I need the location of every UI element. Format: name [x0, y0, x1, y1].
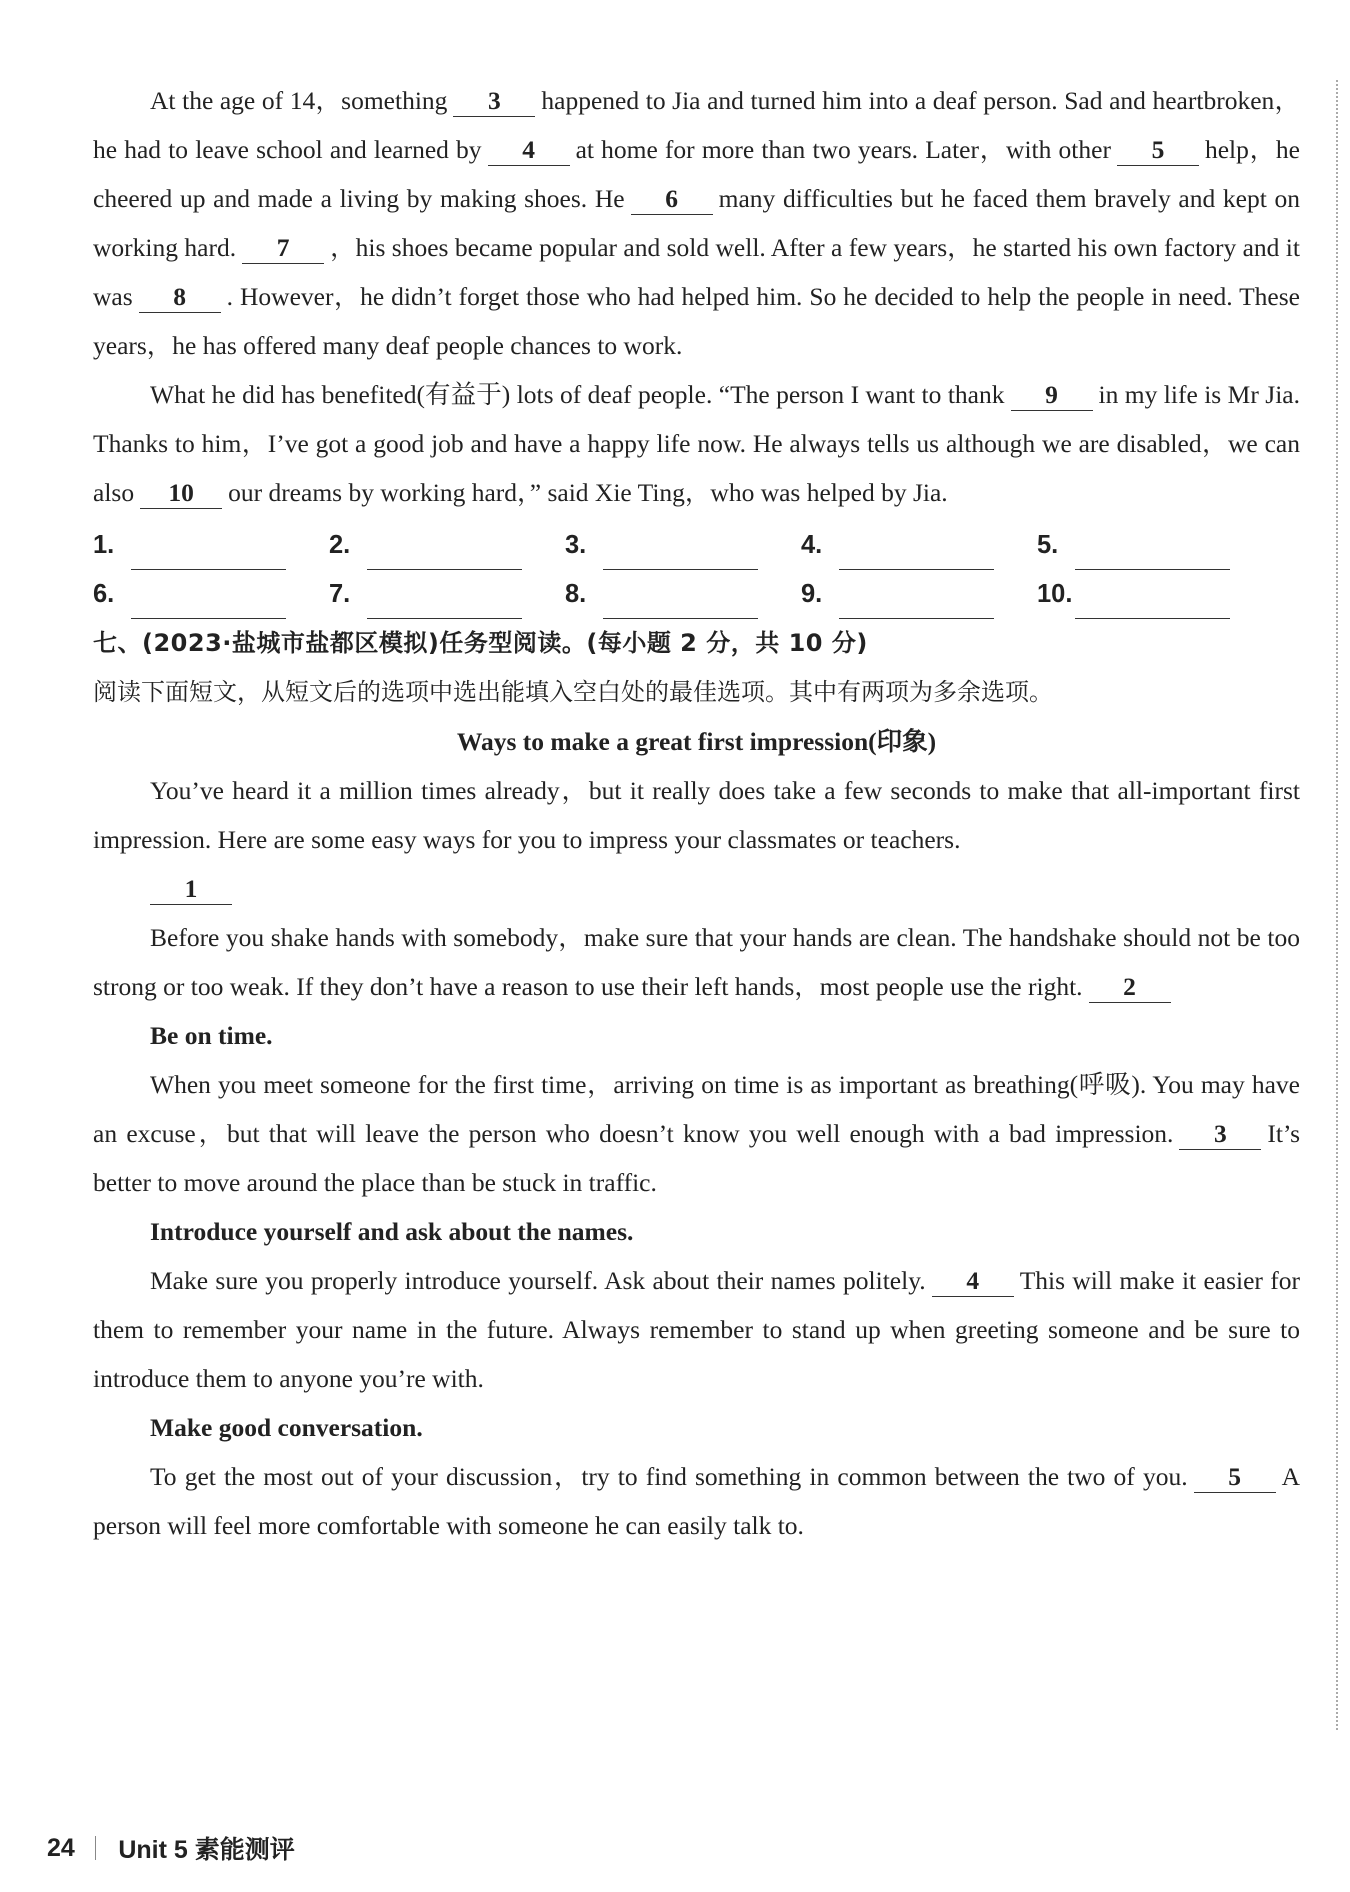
answer-label: 2. — [329, 531, 351, 559]
text-span: . However，he didn’t forget those who had helped him. So he decided to help the people in need. These years，he has offered many deaf people chances to work. — [93, 282, 1300, 360]
answer-line[interactable] — [367, 541, 522, 570]
handshake-paragraph — [93, 913, 1300, 1011]
subheading-conversation: Make good conversation. — [150, 1413, 423, 1442]
page-footer — [47, 1830, 295, 1866]
answer-label: 10. — [1037, 580, 1073, 608]
blank-9: 9 — [1011, 380, 1093, 411]
passage-paragraph-1 — [93, 76, 1300, 370]
blank-3b: 3 — [1179, 1119, 1261, 1150]
content — [93, 76, 1300, 1550]
blank-5b: 5 — [1194, 1462, 1276, 1493]
answer-line[interactable] — [839, 590, 994, 619]
blank-5: 5 — [1117, 135, 1199, 166]
answer-cell — [329, 521, 565, 570]
answer-line[interactable] — [131, 541, 286, 570]
blank-4: 4 — [488, 135, 570, 166]
text-span: in my life is Mr Jia. Thanks to him，I’ve got a good job and have a happy life now. He always tells us although we are disabled，we can also — [93, 380, 1300, 507]
answer-label: 8. — [565, 580, 587, 608]
text-span: To get the most out of your discussion，try to find something in common between the two of you. — [150, 1462, 1188, 1491]
answer-line[interactable] — [603, 541, 758, 570]
answer-line[interactable] — [1075, 541, 1230, 570]
text-span: at home for more than two years. Later，with other — [575, 135, 1111, 164]
text-span: What he did has benefited(有益于) lots of deaf people. “The person I want to thank — [150, 380, 1005, 409]
answer-line[interactable] — [603, 590, 758, 619]
text-span: our dreams by working hard，” said Xie Ting，who was helped by Jia. — [228, 478, 948, 507]
subheading-introduce: Introduce yourself and ask about the names. — [150, 1217, 634, 1246]
answer-line[interactable] — [367, 590, 522, 619]
intro-paragraph: You’ve heard it a million times already，but it really does take a few seconds to make that all-important first impression. Here are some easy ways for you to impress your classmates or teachers. — [93, 776, 1300, 854]
answer-label: 1. — [93, 531, 115, 559]
text-span: help，he cheered up and made a living by making shoes. He — [93, 135, 1300, 213]
text-span: Before you shake hands with somebody，make sure that your hands are clean. The handshake should not be too strong or too weak. If they don’t have a reason to use their left hands，most people use the right. — [93, 923, 1300, 1001]
answer-cell — [565, 570, 801, 619]
text-span: When you meet someone for the first time，arriving on time is as important as breathing(呼吸). You may have an excuse，but that will leave the person who doesn’t know you well enough with a bad impression. — [93, 1070, 1300, 1148]
answer-line[interactable] — [1075, 590, 1230, 619]
blank-10: 10 — [140, 478, 222, 509]
answer-label: 7. — [329, 580, 351, 608]
answer-row-1 — [93, 521, 1300, 570]
text-span: many difficulties but he faced them bravely and kept on working hard. — [93, 184, 1300, 262]
text-span: ，his shoes became popular and sold well. After a few years，he started his own factory and it was — [93, 233, 1300, 311]
section-instruction: 阅读下面短文，从短文后的选项中选出能填入空白处的最佳选项。其中有两项为多余选项。 — [93, 678, 1053, 706]
margin-dotted-line — [1336, 80, 1338, 1730]
page-number: 24 — [47, 1833, 75, 1862]
introduce-paragraph — [93, 1256, 1300, 1403]
answer-cell — [1037, 521, 1273, 570]
answer-cell — [1037, 570, 1273, 619]
section-heading: 七、(2023·盐城市盐都区模拟)任务型阅读。(每小题 2 分，共 10 分) — [93, 629, 868, 657]
blank-6: 6 — [631, 184, 713, 215]
text-span: happened to Jia and turned him into a deaf person. Sad and heartbroken，he had to leave school and learned by — [93, 86, 1300, 164]
answer-cell — [565, 521, 801, 570]
answer-line[interactable] — [131, 590, 286, 619]
unit-label: Unit 5 素能测评 — [118, 1836, 295, 1864]
answer-cell — [801, 521, 1037, 570]
answer-sheet — [93, 521, 1300, 619]
on-time-paragraph — [93, 1060, 1300, 1207]
passage-paragraph-2 — [93, 370, 1300, 517]
answer-line[interactable] — [839, 541, 994, 570]
answer-label: 6. — [93, 580, 115, 608]
blank-3: 3 — [453, 86, 535, 117]
answer-cell — [329, 570, 565, 619]
answer-label: 4. — [801, 531, 823, 559]
blank-1: 1 — [150, 874, 232, 905]
conversation-paragraph — [93, 1452, 1300, 1550]
text-span: Make sure you properly introduce yourself. Ask about their names politely. — [150, 1266, 926, 1295]
answer-label: 9. — [801, 580, 823, 608]
answer-row-2 — [93, 570, 1300, 619]
answer-cell — [93, 570, 329, 619]
blank-2: 2 — [1089, 972, 1171, 1003]
answer-cell — [801, 570, 1037, 619]
text-span: A person will feel more comfortable with someone he can easily talk to. — [93, 1462, 1300, 1540]
blank-8: 8 — [139, 282, 221, 313]
answer-label: 3. — [565, 531, 587, 559]
blank-4b: 4 — [932, 1266, 1014, 1297]
subheading-be-on-time: Be on time. — [150, 1021, 273, 1050]
text-span: At the age of 14，something — [150, 86, 448, 115]
heading-blank-row — [93, 864, 1300, 913]
blank-7: 7 — [242, 233, 324, 264]
answer-label: 5. — [1037, 531, 1059, 559]
answer-cell — [93, 521, 329, 570]
footer-separator — [95, 1836, 97, 1860]
passage-title: Ways to make a great first impression(印象) — [456, 727, 937, 756]
text-span: This will make it easier for them to remember your name in the future. Always remember to stand up when greeting someone and be sure to introduce them to anyone you’re with. — [93, 1266, 1300, 1393]
text-span: It’s better to move around the place than be stuck in traffic. — [93, 1119, 1300, 1197]
